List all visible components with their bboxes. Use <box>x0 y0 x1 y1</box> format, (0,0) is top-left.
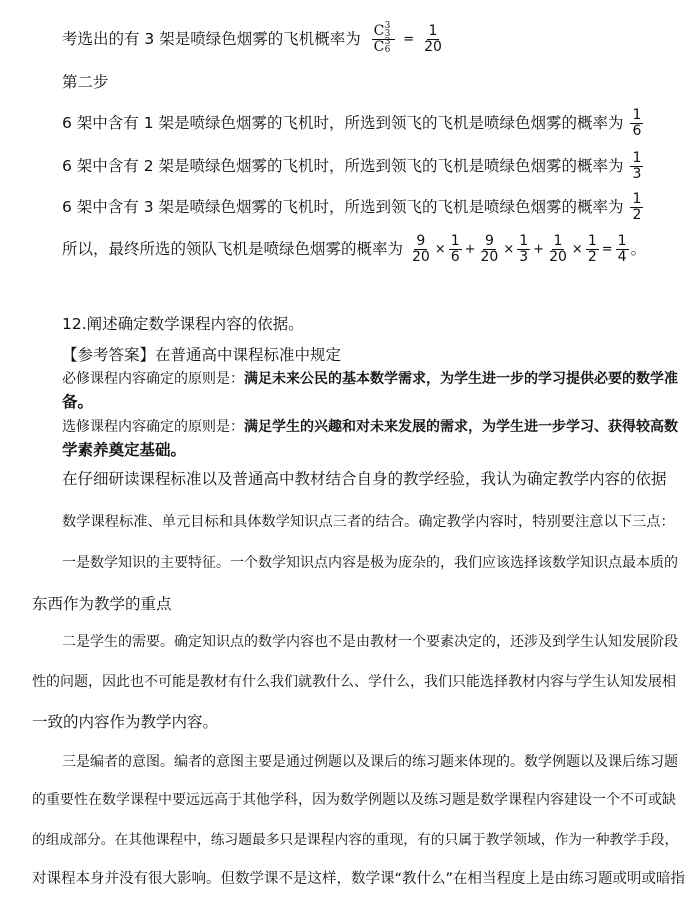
final-probability-line: 所以，最终所选的领队飞机是喷绿色烟雾的概率为 $\frac{9}{20}$ × $\frac{1}{6}$ + $\frac{9}{20}$ × $\frac{1}{3}$ + $\frac{1}{20}$ × $\frac{1}{2}$ = $\frac{1}{4}$ 。 <box>62 233 647 265</box>
point-3-line-2: 的重要性在数学课程中要远远高于其他学科，因为数学例题以及练习题是数学课程内容建设一个不可或缺 <box>32 792 676 808</box>
elective-course-principle-cont: 学素养奠定基础。 <box>62 441 187 459</box>
paragraph-basis: 在仔细研读课程标准以及普通高中教材结合自身的教学经验，我认为确定教学内容的依据 <box>62 470 667 488</box>
elective-course-principle: 选修课程内容确定的原则是：满足学生的兴趣和对未来发展的需求，为学生进一步学习、获得较高数 <box>62 419 678 435</box>
case-3-line: 6 架中含有 3 架是喷绿色烟雾的飞机时，所选到领飞的飞机是喷绿色烟雾的概率为 $\frac{1}{2}$ <box>62 191 642 223</box>
fraction-numerator: C 3 3 <box>372 24 396 40</box>
point-2-line-1: 二是学生的需要。确定知识点的数学内容也不是由教材一个要素决定的，还涉及到学生认知发展阶段 <box>62 634 678 650</box>
paragraph-three-points: 数学课程标准、单元目标和具体数学知识点三者的结合。确定教学内容时，特别要注意以下三点： <box>62 514 675 530</box>
required-course-principle: 必修课程内容确定的原则是：满足未来公民的基本数学需求，为学生进一步的学习提供必要的数学准 <box>62 371 678 387</box>
probability-text: 考选出的有 3 架是喷绿色烟雾的飞机概率为 <box>62 30 361 48</box>
point-1-line-1: 一是数学知识的主要特征。一个数学知识点内容是极为庞杂的，我们应该选择该数学知识点最本质的 <box>62 555 678 571</box>
combination-fraction <box>372 21 396 55</box>
case-1-line: 6 架中含有 1 架是喷绿色烟雾的飞机时，所选到领飞的飞机是喷绿色烟雾的概率为 $\frac{1}{6}$ <box>62 107 642 139</box>
point-3-line-4: 对课程本身并没有很大影响。但数学课不是这样，数学课“教什么”在相当程度上是由练习题或明或暗指 <box>32 871 686 887</box>
result-fraction: $\frac{1}{20}$ <box>424 23 442 55</box>
point-3-line-3: 的组成部分。在其他课程中，练习题最多只是课程内容的重现，有的只属于教学领域，作为一种教学手段， <box>32 832 679 848</box>
fraction-denominator: C 3 6 <box>373 37 391 55</box>
point-1-line-2: 东西作为教学的重点 <box>32 595 172 613</box>
answer-label: 【参考答案】在普通高中课程标准中规定 <box>62 346 342 364</box>
case-2-line: 6 架中含有 2 架是喷绿色烟雾的飞机时，所选到领飞的飞机是喷绿色烟雾的概率为 $\frac{1}{3}$ <box>62 150 642 182</box>
point-2-line-2: 性的问题，因此也不可能是教材有什么我们就教什么、学什么，我们只能选择教材内容与学生认知发展相 <box>32 674 676 690</box>
required-course-principle-cont: 备。 <box>62 393 94 411</box>
point-3-line-1: 三是编者的意图。编者的意图主要是通过例题以及课后的练习题来体现的。数学例题以及课后练习题 <box>62 754 678 770</box>
probability-line: 考选出的有 3 架是喷绿色烟雾的飞机概率为 C 3 3 C 3 6 = $\frac{1}{20}$ <box>62 21 442 55</box>
step-heading: 第二步 <box>62 73 109 91</box>
question-12: 12.阐述确定数学课程内容的依据。 <box>62 315 304 333</box>
point-2-line-3: 一致的内容作为教学内容。 <box>32 713 219 731</box>
